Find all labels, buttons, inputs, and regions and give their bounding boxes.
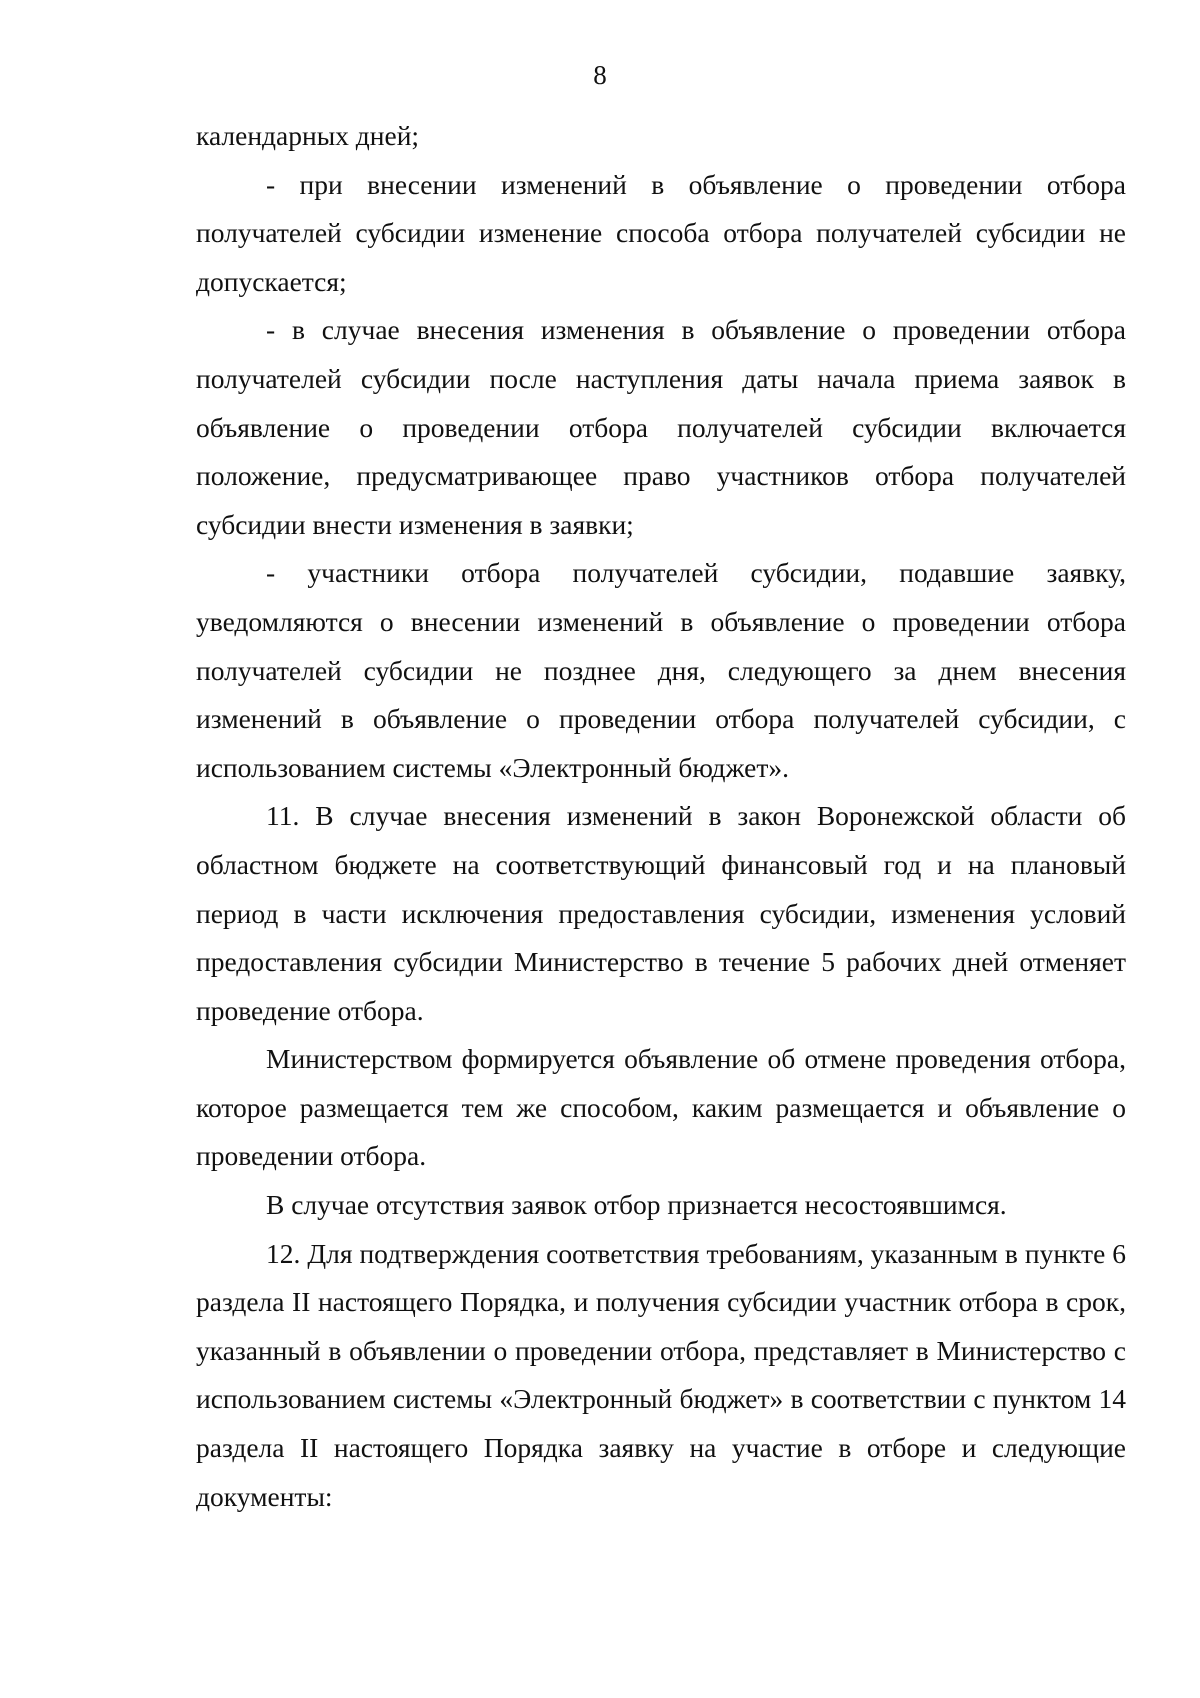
document-body bbox=[196, 112, 1126, 1521]
paragraph-bullet-3: - участники отбора получателей субсидии, подавшие заявку, уведомляются о внесении изменений в объявление о проведении отбора получателей субсидии не позднее дня, следующего за днем внесения изменений в объявление о проведении отбора получателей субсидии, с использованием системы «Электронный бюджет». bbox=[196, 557, 1126, 783]
page-number: 8 bbox=[593, 60, 607, 90]
paragraph-cancellation-notice: Министерством формируется объявление об отмене проведения отбора, которое размещается тем же способом, каким размещается и объявление о проведении отбора. bbox=[196, 1043, 1126, 1172]
paragraph-no-applications: В случае отсутствия заявок отбор признается несостоявшимся. bbox=[266, 1189, 1007, 1221]
paragraph-bullet-1: - при внесении изменений в объявление о проведении отбора получателей субсидии изменение способа отбора получателей субсидии не допускается; bbox=[196, 168, 1126, 297]
paragraph-item-11: 11. В случае внесения изменений в закон Воронежской области об областном бюджете на соответствующий финансовый год и на плановый период в части исключения предоставления субсидии, изменения условий предоставления субсидии Министерство в течение 5 рабочих дней отменяет проведение отбора. bbox=[196, 800, 1126, 1026]
paragraph-continuation: календарных дней; bbox=[196, 120, 420, 151]
paragraph-bullet-2: - в случае внесения изменения в объявление о проведении отбора получателей субсидии после наступления даты начала приема заявок в объявление о проведении отбора получателей субсидии включается положение, предусматривающее право участников отбора получателей субсидии внести изменения в заявки; bbox=[196, 314, 1126, 540]
paragraph-item-12: 12. Для подтверждения соответствия требованиям, указанным в пункте 6 раздела II настоящего Порядка, и получения субсидии участник отбора в срок, указанный в объявлении о проведении отбора, представляет в Министерство с использованием системы «Электронный бюджет» в соответствии с пунктом 14 раздела II настоящего Порядка заявку на участие в отборе и следующие документы: bbox=[196, 1237, 1126, 1512]
